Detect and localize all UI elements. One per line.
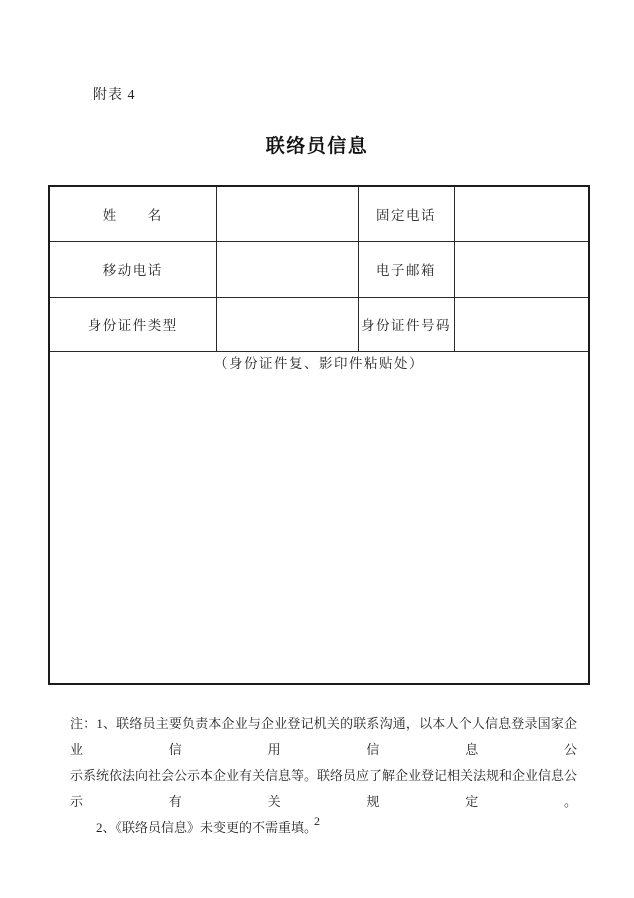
table-row	[49, 241, 589, 297]
note-line-2: 示系统依法向社会公示本企业有关信息等。联络员应了解企业登记相关法规和企业信息公示有关规定。	[70, 768, 578, 809]
id-number-value-cell	[454, 297, 589, 351]
contact-info-table	[48, 185, 590, 685]
table-row	[49, 351, 589, 684]
page-number: 2	[314, 814, 320, 828]
table-row	[49, 186, 589, 241]
id-copy-paste-area: （身份证件复、影印件粘贴处）	[49, 351, 589, 684]
id-type-label: 身份证件类型	[49, 297, 216, 351]
mobile-phone-label: 移动电话	[49, 241, 216, 297]
mobile-phone-value-cell	[216, 241, 358, 297]
fixed-phone-value-cell	[454, 186, 589, 241]
email-value-cell	[454, 241, 589, 297]
email-label: 电子邮箱	[358, 241, 454, 297]
note-line-1: 注：1、联络员主要负责本企业与企业登记机关的联系沟通，以本人个人信息登录国家企业信用信息公	[70, 716, 577, 757]
name-value-cell	[216, 186, 358, 241]
name-label: 姓 名	[49, 186, 216, 241]
note-line-3: 2、《联络员信息》未变更的不需重填。	[96, 820, 318, 835]
annex-label: 附表 4	[93, 88, 136, 103]
id-number-label: 身份证件号码	[358, 297, 454, 351]
id-type-value-cell	[216, 297, 358, 351]
page-title: 联络员信息	[265, 136, 369, 157]
table-row	[49, 297, 589, 351]
fixed-phone-label: 固定电话	[358, 186, 454, 241]
